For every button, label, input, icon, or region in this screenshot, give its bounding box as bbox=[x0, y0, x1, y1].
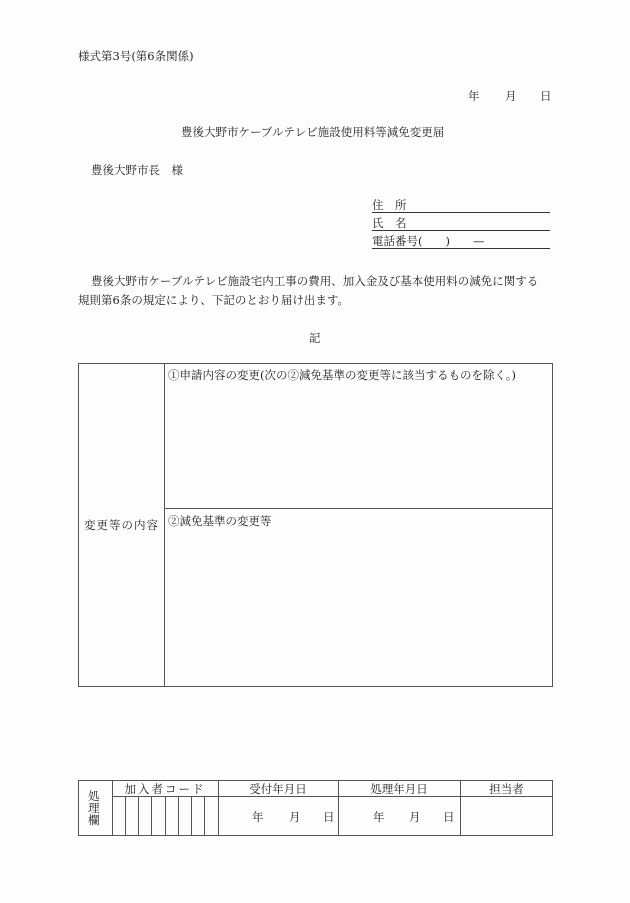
col-header-subscriber-code: 加入者コード bbox=[124, 782, 206, 796]
label-char: 欄 bbox=[88, 813, 100, 827]
code-cell-divider bbox=[125, 796, 126, 836]
section-1-label: ①申請内容の変更(次の②減免基準の変更等に該当するものを除く。) bbox=[168, 368, 516, 382]
code-cell-divider bbox=[204, 796, 205, 836]
row-header: 変更等の内容 bbox=[84, 518, 159, 532]
body-line-2: 規則第6条の規定により、下記のとおり届け出ます。 bbox=[78, 293, 349, 307]
code-cell-divider bbox=[151, 796, 152, 836]
code-cell-divider bbox=[178, 796, 179, 836]
col-header-process-date: 処理年月日 bbox=[370, 782, 428, 796]
process-year: 年 bbox=[373, 810, 385, 824]
addressee: 豊後大野市長 様 bbox=[91, 163, 183, 177]
code-cell-divider bbox=[165, 796, 166, 836]
ki-heading: 記 bbox=[309, 331, 321, 345]
name-label: 氏 名 bbox=[372, 216, 407, 230]
date-year: 年 bbox=[468, 89, 480, 103]
label-char: 処 bbox=[88, 789, 100, 803]
date-day: 日 bbox=[540, 89, 552, 103]
office-use-label bbox=[88, 790, 100, 826]
receipt-year: 年 bbox=[252, 810, 264, 824]
name-field[interactable] bbox=[372, 215, 550, 231]
receipt-day: 日 bbox=[323, 810, 335, 824]
process-month: 月 bbox=[409, 810, 421, 824]
section-2-input[interactable] bbox=[165, 530, 552, 686]
address-field[interactable] bbox=[372, 197, 550, 213]
code-cell-divider bbox=[191, 796, 192, 836]
phone-label: 電話番号( ) — bbox=[372, 234, 485, 248]
section-1-input[interactable] bbox=[165, 384, 552, 508]
form-number: 様式第3号(第6条関係) bbox=[78, 49, 194, 63]
section-divider bbox=[164, 508, 553, 509]
page-title: 豊後大野市ケーブルテレビ施設使用料等減免変更届 bbox=[181, 125, 445, 139]
phone-field[interactable] bbox=[372, 233, 550, 249]
date-month: 月 bbox=[505, 89, 517, 103]
section-2-label: ②減免基準の変更等 bbox=[168, 514, 272, 528]
label-char: 理 bbox=[88, 801, 100, 815]
process-day: 日 bbox=[443, 810, 455, 824]
body-line-1: 豊後大野市ケーブルテレビ施設宅内工事の費用、加入金及び基本使用料の減免に関する bbox=[91, 274, 539, 288]
address-label: 住 所 bbox=[372, 198, 407, 212]
code-cell-divider bbox=[138, 796, 139, 836]
col-header-receipt-date: 受付年月日 bbox=[249, 782, 307, 796]
receipt-month: 月 bbox=[289, 810, 301, 824]
col-header-staff: 担当者 bbox=[489, 782, 524, 796]
